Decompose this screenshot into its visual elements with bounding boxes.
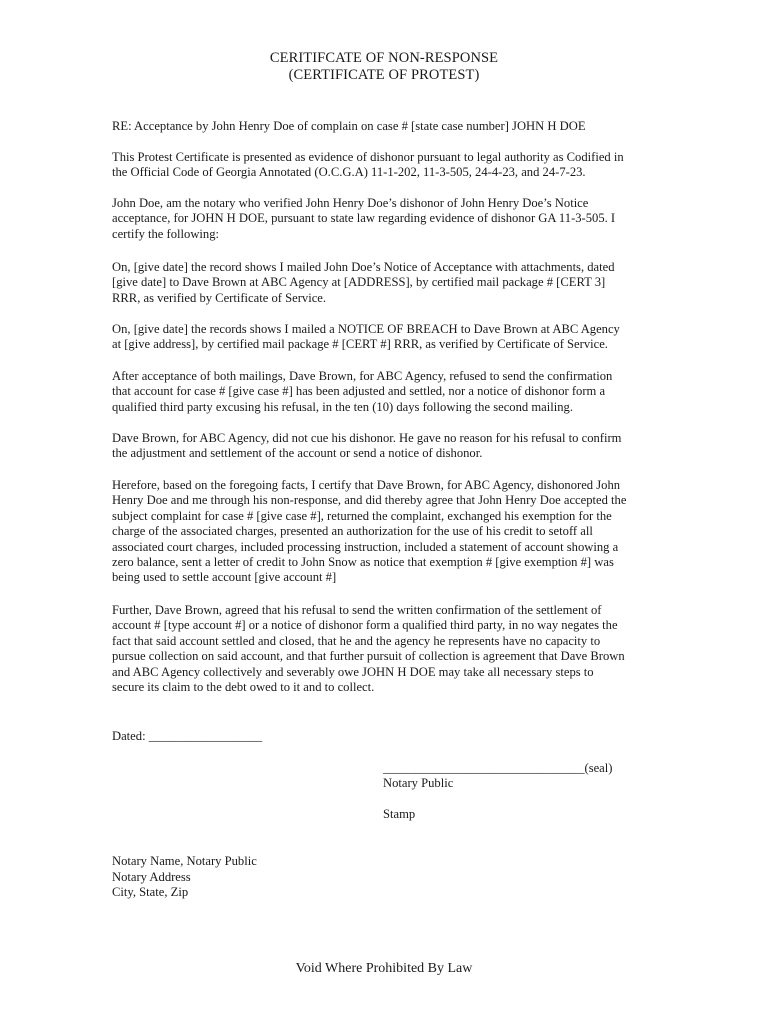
text-line: that account for case # [give case #] has been adjusted and settled, nor a notice of dishonor form a — [112, 384, 606, 399]
paragraph-protest-certificate — [112, 150, 657, 181]
dated-line: Dated: __________________ — [112, 729, 263, 743]
notary-address: Notary Address — [112, 869, 191, 884]
text-line: and ABC Agency collectively and severably owe JOHN H DOE may take all necessary steps to — [112, 664, 594, 679]
title-line-2: (CERTIFICATE OF PROTEST) — [288, 67, 480, 83]
paragraph-no-cure — [112, 431, 657, 462]
text-line: qualified third party excusing his refusal, in the ten (10) days following the second mailing. — [112, 399, 573, 414]
text-line: Herefore, based on the foregoing facts, I certify that Dave Brown, for ABC Agency, dishonored John — [112, 478, 621, 492]
text-line: certify the following: — [112, 226, 220, 241]
notary-name: Notary Name, Notary Public — [112, 854, 257, 868]
document-title — [0, 50, 768, 84]
text-line: On, [give date] the record shows I mailed John Doe’s Notice of Acceptance with attachments, dated — [112, 260, 615, 274]
text-line: the adjustment and settlement of the account or send a notice of dishonor. — [112, 446, 483, 461]
paragraph-further-agreement — [112, 603, 657, 695]
text-line: John Doe, am the notary who verified John Henry Doe’s dishonor of John Henry Doe’s Notice — [112, 196, 589, 210]
notary-city-state-zip: City, State, Zip — [112, 885, 189, 899]
title-line-1: CERITIFCATE OF NON-RESPONSE — [269, 50, 499, 66]
text-line: Further, Dave Brown, agreed that his refusal to send the written confirmation of the settlement of — [112, 603, 602, 617]
paragraph-notary-statement — [112, 196, 657, 242]
text-line: Henry Doe and me through his non-response, and did thereby agree that John Henry Doe accepted the — [112, 493, 627, 508]
stamp-label: Stamp — [383, 807, 416, 821]
paragraph-first-mailing — [112, 260, 657, 306]
text-line: RRR, as verified by Certificate of Service. — [112, 290, 327, 305]
text-line: acceptance, for JOHN H DOE, pursuant to state law regarding evidence of dishonor GA 11-3-505. I — [112, 211, 616, 226]
paragraph-second-mailing — [112, 322, 657, 353]
text-line: This Protest Certificate is presented as evidence of dishonor pursuant to legal authority as Codified in — [112, 150, 624, 164]
notary-public-label: Notary Public — [383, 776, 454, 790]
text-line: the Official Code of Georgia Annotated (O.C.G.A) 11-1-202, 11-3-505, 24-4-23, and 24-7-23. — [112, 165, 586, 180]
text-line: After acceptance of both mailings, Dave Brown, for ABC Agency, refused to send the confirmation — [112, 369, 613, 383]
text-line: associated court charges, included processing instruction, included a statement of account showing a — [112, 539, 619, 554]
text-line: zero balance, sent a letter of credit to John Snow as notice that exemption # [give exemption #] was — [112, 555, 614, 570]
text-line: RE: Acceptance by John Henry Doe of complain on case # [state case number] JOHN H DOE — [112, 119, 586, 133]
paragraph-re — [112, 119, 657, 134]
text-line: being used to settle account [give account #] — [112, 570, 337, 585]
footer-disclaimer: Void Where Prohibited By Law — [295, 961, 473, 976]
notary-address-block — [112, 854, 257, 901]
text-line: [give date] to Dave Brown at ABC Agency at [ADDRESS], by certified mail package # [CERT 3] — [112, 275, 606, 290]
text-line: Dave Brown, for ABC Agency, did not cue his dishonor. He gave no reason for his refusal to confirm — [112, 431, 622, 445]
text-line: subject complaint for case # [give case #], returned the complaint, exchanged his exemption for the — [112, 508, 612, 523]
text-line: secure its claim to the debt owed to it and to collect. — [112, 680, 375, 695]
notary-signature-line: ________________________________(seal) — [383, 761, 613, 775]
text-line: account # [type account #] or a notice of dishonor form a qualified third party, in no way negates the — [112, 618, 618, 633]
text-line: On, [give date] the records shows I mailed a NOTICE OF BREACH to Dave Brown at ABC Agency — [112, 322, 620, 336]
text-line: pursue collection on said account, and that further pursuit of collection is agreement that Dave Brown — [112, 649, 625, 664]
paragraph-certification — [112, 478, 657, 586]
text-line: charge of the associated charges, presented an authorization for the use of his credit to setoff all — [112, 524, 593, 539]
paragraph-refusal — [112, 369, 657, 415]
text-line: fact that said account settled and closed, that he and the agency he represents have no capacity to — [112, 633, 601, 648]
text-line: at [give address], by certified mail package # [CERT #] RRR, as verified by Certificate of Service. — [112, 337, 608, 352]
